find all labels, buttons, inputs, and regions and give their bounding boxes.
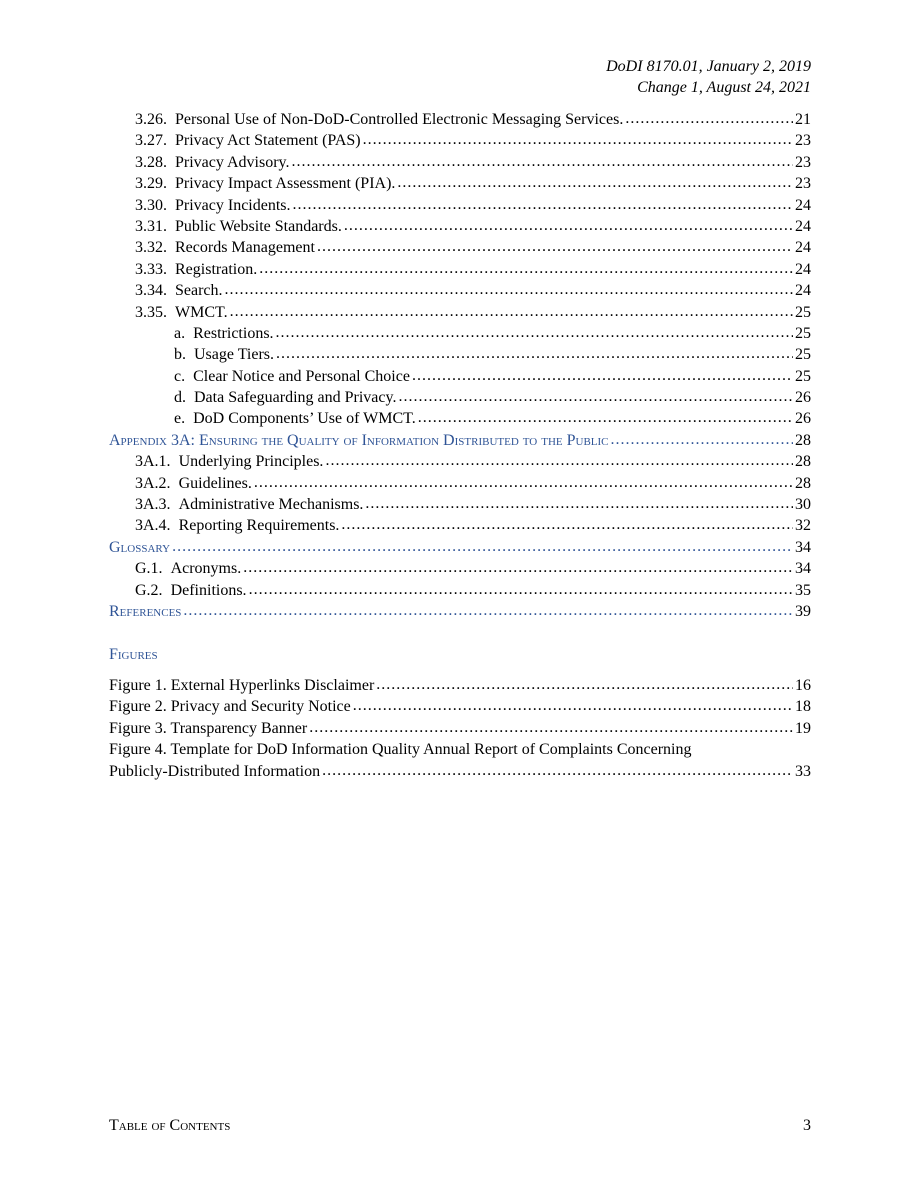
entry-number: 3.26. — [135, 111, 167, 128]
toc-entry[interactable] — [109, 494, 811, 515]
toc-glossary-entry[interactable] — [109, 537, 811, 558]
toc-entry[interactable] — [109, 515, 811, 536]
entry-page: 32 — [795, 517, 811, 535]
toc-subentry[interactable] — [109, 323, 811, 344]
figures-heading: Figures — [109, 646, 158, 663]
entry-title: Underlying Principles. — [178, 453, 324, 471]
entry-number: b. — [174, 346, 186, 364]
entry-title: DoD Components’ Use of WMCT. — [193, 410, 416, 428]
dot-leader — [276, 322, 793, 343]
footer-section-title: Table of Contents — [109, 1117, 231, 1134]
figure-entry[interactable] — [109, 718, 811, 739]
entry-page: 25 — [795, 324, 811, 342]
entry-title: Reporting Requirements. — [178, 517, 340, 535]
references-link[interactable]: References — [109, 602, 182, 620]
entry-number: 3.29. — [135, 175, 167, 193]
entry-number: e. — [174, 410, 186, 428]
entry-number: 3.30. — [135, 196, 167, 214]
figure-entry-multiline[interactable] — [109, 739, 811, 782]
footer-page-number: 3 — [803, 1117, 811, 1134]
dot-leader — [376, 674, 793, 695]
entry-number: 3.31. — [135, 217, 167, 235]
entry-title: Privacy Incidents. — [175, 196, 291, 214]
figure-page: 18 — [795, 698, 811, 716]
glossary-link[interactable]: Glossary — [109, 538, 171, 556]
toc-entry[interactable] — [109, 302, 811, 323]
toc-subentry[interactable] — [109, 408, 811, 429]
entry-page: 26 — [795, 410, 811, 428]
entry-title: Restrictions. — [193, 324, 274, 342]
entry-page: 23 — [795, 132, 811, 150]
entry-title: Registration. — [175, 260, 258, 278]
entry-number: 3.34. — [135, 282, 167, 300]
figure-page: 19 — [795, 719, 811, 737]
entry-number: a. — [174, 324, 186, 342]
dot-leader — [309, 717, 793, 738]
figure-title-line-1: Figure 4. Template for DoD Information Quality Annual Report of Complaints Concerning — [109, 741, 692, 759]
entry-page: 28 — [795, 474, 811, 492]
appendix-link[interactable]: Appendix 3A: Ensuring the Quality of Information Distributed to the Public — [109, 431, 609, 449]
figure-title: Figure 2. Privacy and Security Notice — [109, 698, 351, 716]
entry-number: 3.33. — [135, 260, 167, 278]
entry-page: 34 — [795, 560, 811, 578]
dot-leader — [398, 386, 793, 407]
dot-leader — [418, 407, 793, 428]
toc-entry[interactable] — [109, 237, 811, 258]
entry-number: 3.35. — [135, 303, 167, 321]
entry-title: Data Safeguarding and Privacy. — [194, 389, 397, 407]
entry-page: 28 — [795, 431, 811, 449]
entry-page: 23 — [795, 153, 811, 171]
dot-leader — [365, 493, 793, 514]
toc-entry[interactable] — [109, 152, 811, 173]
dot-leader — [230, 301, 793, 322]
figure-title-line-2-row — [109, 761, 811, 782]
entry-page: 26 — [795, 389, 811, 407]
entry-title: Definitions. — [170, 581, 247, 599]
entry-page: 39 — [795, 602, 811, 620]
table-of-contents — [109, 109, 811, 622]
entry-number: 3A.3. — [135, 496, 171, 514]
entry-number: 3A.4. — [135, 517, 171, 535]
figure-entry[interactable] — [109, 696, 811, 717]
dot-leader — [243, 557, 793, 578]
entry-number: 3A.2. — [135, 474, 171, 492]
entry-number: G.1. — [135, 560, 163, 578]
entry-number: 3.32. — [135, 239, 167, 257]
entry-page: 24 — [795, 217, 811, 235]
toc-entry[interactable] — [109, 109, 811, 130]
toc-subentry[interactable] — [109, 387, 811, 408]
dot-leader — [344, 215, 793, 236]
toc-entry[interactable] — [109, 130, 811, 151]
entry-page: 35 — [795, 581, 811, 599]
figure-page: 16 — [795, 677, 811, 694]
entry-title: Privacy Act Statement (PAS) — [175, 132, 361, 150]
figure-title: Figure 3. Transparency Banner — [109, 719, 308, 737]
figure-title: Figure 1. External Hyperlinks Disclaimer — [109, 677, 375, 694]
dot-leader — [412, 365, 793, 386]
dot-leader — [341, 514, 793, 535]
dot-leader — [397, 172, 793, 193]
running-header — [606, 56, 811, 98]
figure-title: Publicly-Distributed Information — [109, 762, 321, 780]
entry-title: Usage Tiers. — [194, 346, 275, 364]
toc-entry[interactable] — [109, 216, 811, 237]
header-line-2: Change 1, August 24, 2021 — [637, 79, 811, 96]
entry-title: Search. — [175, 282, 223, 300]
toc-subentry[interactable] — [109, 344, 811, 365]
dot-leader — [254, 472, 793, 493]
entry-page: 23 — [795, 175, 811, 193]
entry-title: Personal Use of Non-DoD-Controlled Electronic Messaging Services. — [175, 111, 624, 128]
entry-number: G.2. — [135, 581, 163, 599]
dot-leader — [249, 579, 793, 600]
figure-page: 33 — [795, 762, 811, 780]
toc-entry[interactable] — [109, 173, 811, 194]
entry-number: 3A.1. — [135, 453, 171, 471]
toc-subentry[interactable] — [109, 366, 811, 387]
dot-leader — [292, 151, 793, 172]
header-line-1: DoDI 8170.01, January 2, 2019 — [606, 58, 811, 75]
dot-leader — [183, 600, 793, 621]
toc-entry[interactable] — [109, 280, 811, 301]
entry-page: 30 — [795, 496, 811, 514]
dot-leader — [276, 343, 793, 364]
dot-leader — [353, 695, 793, 716]
toc-entry[interactable] — [109, 259, 811, 280]
entry-title: Acronyms. — [170, 560, 242, 578]
entry-page: 24 — [795, 260, 811, 278]
entry-page: 21 — [795, 111, 811, 128]
toc-references-entry[interactable] — [109, 601, 811, 622]
dot-leader — [625, 108, 793, 129]
entry-page: 28 — [795, 453, 811, 471]
entry-number: d. — [174, 389, 186, 407]
entry-number: 3.28. — [135, 153, 167, 171]
entry-title: Guidelines. — [178, 474, 252, 492]
dot-leader — [317, 236, 793, 257]
list-of-figures — [109, 675, 811, 782]
entry-title: Records Management — [175, 239, 315, 257]
entry-page: 25 — [795, 367, 811, 385]
dot-leader — [172, 536, 793, 557]
toc-entry[interactable] — [109, 451, 811, 472]
toc-entry[interactable] — [109, 195, 811, 216]
toc-entry[interactable] — [109, 558, 811, 579]
entry-number: c. — [174, 367, 186, 385]
entry-title: WMCT. — [175, 303, 228, 321]
dot-leader — [611, 429, 793, 450]
entry-page: 24 — [795, 282, 811, 300]
entry-page: 24 — [795, 239, 811, 257]
dot-leader — [225, 279, 793, 300]
entry-page: 25 — [795, 346, 811, 364]
entry-page: 25 — [795, 303, 811, 321]
dot-leader — [363, 129, 793, 150]
dot-leader — [325, 450, 793, 471]
entry-title: Public Website Standards. — [175, 217, 342, 235]
toc-entry[interactable] — [109, 473, 811, 494]
entry-title: Administrative Mechanisms. — [178, 496, 364, 514]
entry-number: 3.27. — [135, 132, 167, 150]
entry-title: Clear Notice and Personal Choice — [193, 367, 410, 385]
toc-entry[interactable] — [109, 580, 811, 601]
entry-title: Privacy Impact Assessment (PIA). — [175, 175, 396, 193]
page-footer — [109, 1117, 811, 1135]
dot-leader — [293, 194, 793, 215]
dot-leader — [322, 760, 793, 781]
dot-leader — [259, 258, 793, 279]
entry-page: 34 — [795, 538, 811, 556]
entry-page: 24 — [795, 196, 811, 214]
toc-appendix-entry[interactable] — [109, 430, 811, 451]
figure-entry[interactable] — [109, 675, 811, 696]
entry-title: Privacy Advisory. — [175, 153, 290, 171]
